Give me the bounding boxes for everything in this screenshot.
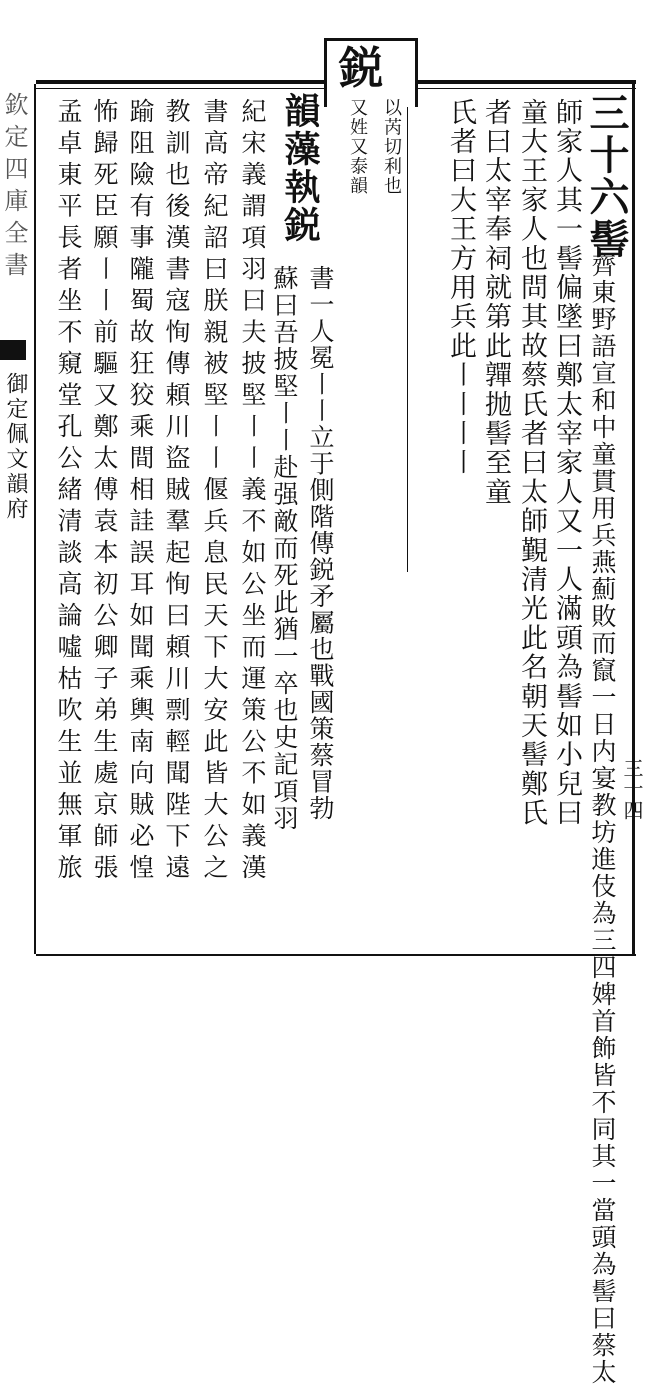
right-border-rule [632, 80, 635, 956]
text-column-5: 氏者曰大王方用兵此〡〡〡〡 [445, 98, 476, 478]
margin-book-title: 御定佩文韻府 [3, 372, 28, 522]
text-column-8: 書一人冕〡〡立于側階傳鋭矛屬也戰國策蔡冒勃 [306, 265, 335, 822]
tab-divider-rule [407, 92, 408, 572]
annotation-pronunciation: 以芮切利也 [381, 98, 402, 196]
text-column-14: 怖歸死臣願〡〡前驅又鄭太傅袁本初公卿子弟生處京師張 [90, 98, 119, 886]
text-column-11: 書高帝紀詔曰朕親被堅〡〡偃兵息民天下大安此皆大公之 [200, 98, 229, 886]
text-column-1: 齊東野語宣和中童貫用兵燕薊敗而竄一日内宴教坊進伎為三四婢首飾皆不同其一當頭為髻曰蔡太 [588, 252, 617, 1386]
text-column-2: 師家人其一髻偏墜曰鄭太宰家人又一人滿頭為髻如小兒曰 [551, 98, 582, 828]
heading-yun-zao-zhi-rui: 韻藻執鋭 [279, 92, 321, 244]
text-column-13: 踰阻險有事隴蜀故狂狡乘間相詿誤耳如聞乘輿南向賊必惶 [126, 98, 155, 886]
text-column-3: 童大王家人也問其故蔡氏者曰太師覲清光此名朝天髻鄭氏 [516, 98, 547, 828]
text-column-15: 孟卓東平長者坐不窺堂孔公緒清談高論噓枯吹生並無軍旅 [54, 98, 83, 886]
page-number: 三十四 [620, 758, 644, 821]
tab-character: 鋭 [339, 43, 383, 94]
text-column-9: 蘇曰吾披堅〡〡赴强敵而死此猶一卒也史記項羽 [270, 265, 299, 832]
text-column-12: 教訓也後漢書寇恂傳頼川盜賊羣起恂曰頼川剽輕聞陛下遠 [162, 98, 191, 886]
margin-fishtail-marker [0, 340, 26, 360]
text-column-4: 者曰太宰奉祠就第此嚲抛髻至童 [480, 98, 511, 507]
annotation-surname: 又姓又泰韻 [347, 98, 368, 196]
heading-san-shi-liu-ji: 三十六髻 [583, 92, 630, 260]
margin-title: 欽定四庫全書 [0, 92, 28, 284]
bottom-border-rule [36, 954, 636, 956]
margin-divider-rule [34, 84, 36, 954]
text-column-10: 紀宋義謂項羽曰夫披堅〡〡義不如公坐而運策公不如義漢 [238, 98, 267, 886]
